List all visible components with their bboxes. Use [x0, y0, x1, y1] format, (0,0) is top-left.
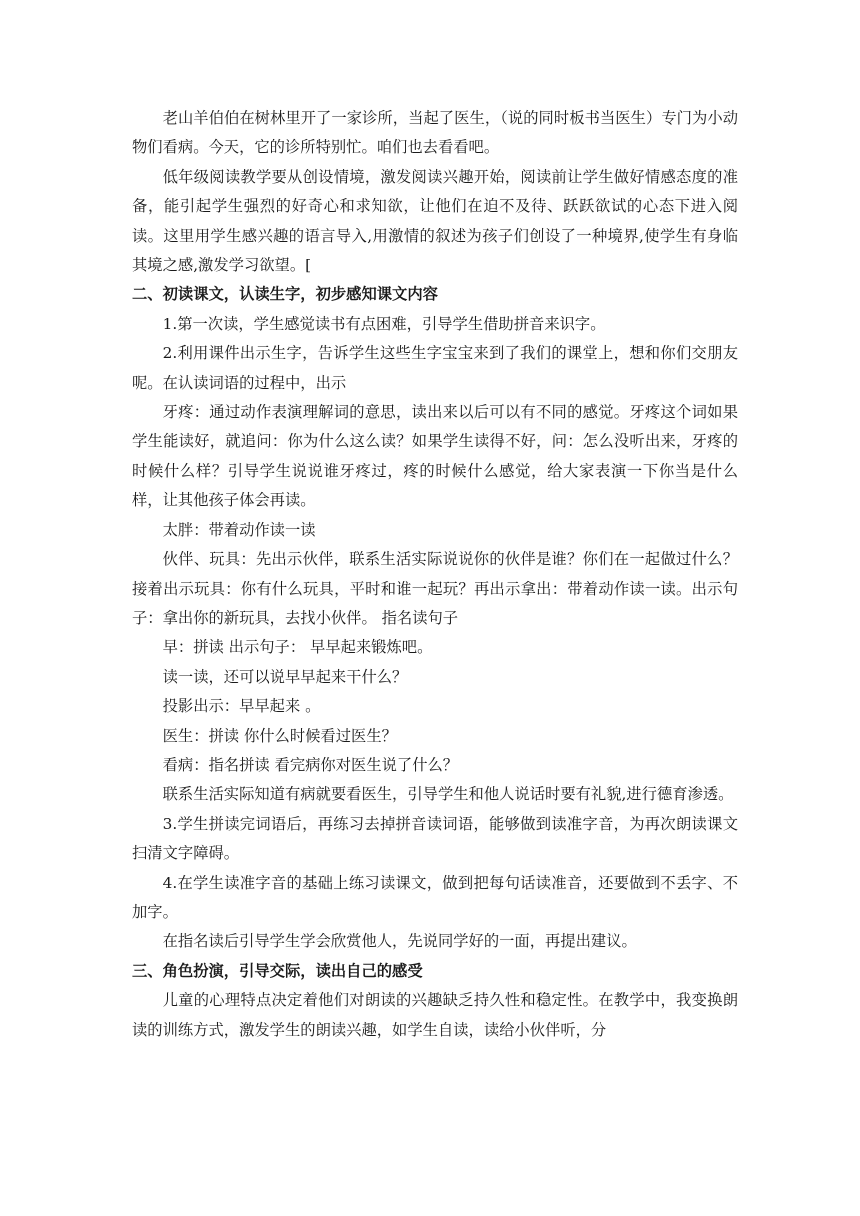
paragraph-word-yateng: 牙疼：通过动作表演理解词的意思，读出来以后可以有不同的感觉。牙疼这个词如果学生能读好，就追问：你为什么这么读？如果学生读得不好，问：怎么没听出来，牙疼的时候什么样？引导学生说说谁牙疼过，疼的时候什么感觉，给大家表演一下你当是什么样，让其他孩子体会再读。 — [132, 403, 738, 510]
paragraph-step-1: 1.第一次读，学生感觉读书有点困难，引导学生借助拼音来识字。 — [162, 314, 606, 333]
paragraph-reading-motivation: 低年级阅读教学要从创设情境，激发阅读兴趣开始，阅读前让学生做好情感态度的准备，能引起学生强烈的好奇心和求知欲，让他们在迫不及待、跃跃欲试的心态下进入阅读。这里用学生感兴趣的语言导入,用激情的叙述为孩子们创设了一种境界,使学生有身临其境之感,激发学习欲望。[ — [132, 167, 738, 275]
paragraph-step-2: 2.利用课件出示生字，告诉学生这些生字宝宝来到了我们的课堂上，想和你们交朋友呢。在认读词语的过程中，出示 — [132, 344, 738, 392]
paragraph-appreciate-others: 在指名读后引导学生学会欣赏他人，先说同学好的一面，再提出建议。 — [162, 932, 637, 951]
section-heading-2: 二、初读课文，认读生字，初步感知课文内容 — [132, 285, 438, 304]
paragraph-projection: 投影出示：早早起来 。 — [162, 697, 321, 716]
paragraph-word-kanbing: 看病：指名拼读 看完病你对医生说了什么？ — [162, 755, 459, 774]
paragraph-word-huoban: 伙伴、玩具：先出示伙伴，联系生活实际说说你的伙伴是谁？你们在一起做过什么？接着出示玩具：你有什么玩具，平时和谁一起玩？再出示拿出：带着动作读一读。出示句子：拿出你的新玩具，去找小伙伴。 指名读句子 — [132, 550, 738, 627]
paragraph-word-zao: 早：拼读 出示句子： 早早起来锻炼吧。 — [162, 638, 433, 657]
paragraph-moral-education: 联系生活实际知道有病就要看医生，引导学生和他人说话时要有礼貌,进行德育渗透。 — [162, 785, 734, 804]
document-body — [132, 104, 738, 1045]
paragraph-step-4: 4.在学生读准字音的基础上练习读课文，做到把每句话读准音，还要做到不丢字、不加字。 — [132, 873, 738, 921]
section-heading-3: 三、角色扮演，引导交际，读出自己的感受 — [132, 961, 423, 980]
paragraph-step-3: 3.学生拼读完词语后，再练习去掉拼音读词语，能够做到读准字音，为再次朗读课文扫清文字障碍。 — [132, 814, 738, 863]
paragraph-intro-story: 老山羊伯伯在树林里开了一家诊所，当起了医生，（说的同时板书当医生）专门为小动物们看病。今天，它的诊所特别忙。咱们也去看看吧。 — [132, 109, 738, 157]
paragraph-word-yisheng: 医生：拼读 你什么时候看过医生？ — [162, 726, 397, 745]
paragraph-read-once: 读一读，还可以说早早起来干什么？ — [162, 667, 408, 686]
paragraph-child-psychology: 儿童的心理特点决定着他们对朗读的兴趣缺乏持久性和稳定性。在教学中，我变换朗读的训练方式，激发学生的朗读兴趣，如学生自读，读给小伙伴听，分 — [132, 991, 738, 1039]
paragraph-word-taipang: 太胖：带着动作读一读 — [162, 520, 316, 539]
